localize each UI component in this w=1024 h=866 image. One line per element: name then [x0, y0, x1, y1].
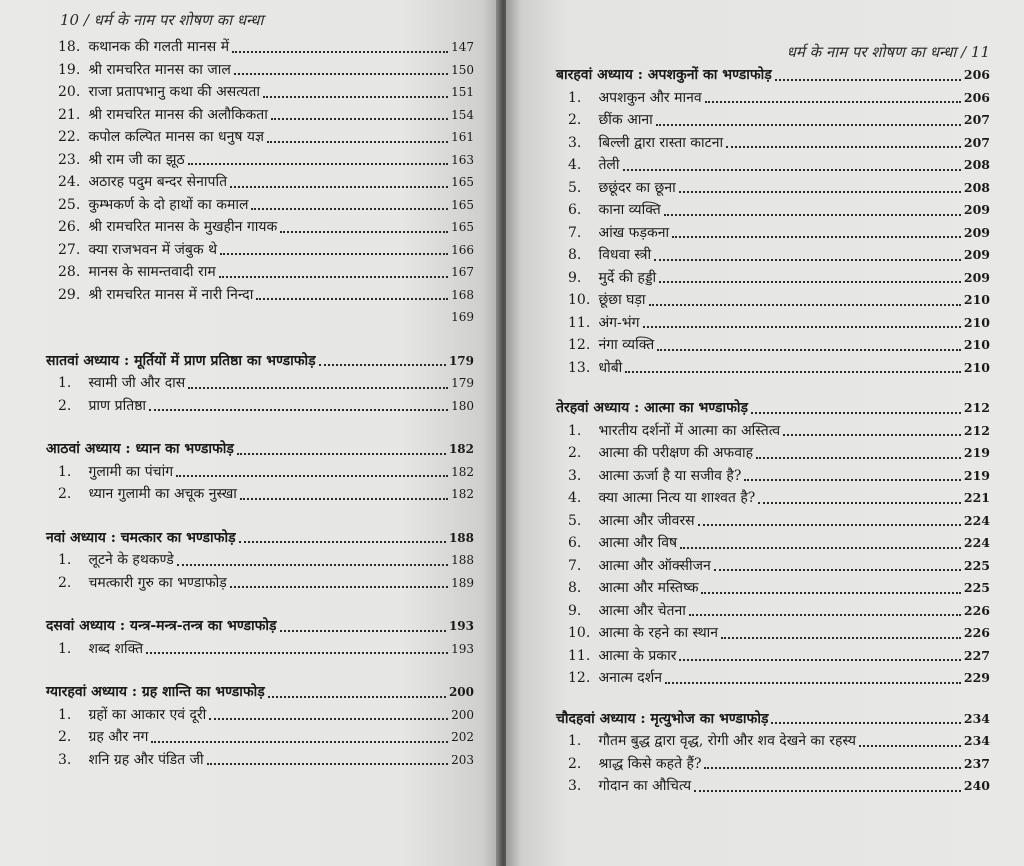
toc-item: 13. धोबी 210 — [568, 359, 990, 376]
toc-item: 2. ध्यान गुलामी का अचूक नुस्खा 182 — [58, 486, 474, 502]
toc-item: 1. शब्द शक्ति 193 — [58, 640, 474, 657]
toc-item: 3. बिल्ली द्वारा रास्ता काटना 207 — [568, 134, 990, 151]
toc-item: 10. आत्मा के रहने का स्थान 226 — [568, 625, 990, 641]
chapter-13 — [556, 397, 990, 690]
chapter-10 — [46, 615, 474, 660]
toc-item: 6. आत्मा और विष 224 — [568, 535, 990, 551]
right-page — [506, 0, 1024, 866]
toc-item: 19. श्री रामचरित मानस का जाल 150 — [58, 61, 474, 78]
left-page — [0, 0, 502, 866]
running-head-left: 10 / धर्म के नाम पर शोषण का धन्धा — [60, 11, 264, 29]
toc-item: 20. राजा प्रतापभानु कथा की असत्यता 151 — [58, 84, 474, 100]
toc-item: 10. छूंछा घड़ा 210 — [568, 292, 990, 308]
toc-item: 3. शनि ग्रह और पंडित जी 203 — [58, 751, 474, 768]
chapter-14 — [556, 708, 990, 798]
chapter-heading: आठवां अध्याय : ध्यान का भण्डाफोड़ 182 — [46, 441, 474, 457]
chapter-7 — [46, 350, 474, 418]
toc-item: 9. आत्मा और चेतना 226 — [568, 602, 990, 619]
toc-item: 24. अठारह पदुम बन्दर सेनापति 165 — [58, 174, 474, 190]
toc-item: 1. भारतीय दर्शनों में आत्मा का अस्तित्व 212 — [568, 422, 990, 439]
toc-item: 11. आत्मा के प्रकार 227 — [568, 647, 990, 664]
toc-trailing-page: 169 — [451, 310, 474, 324]
toc-item: 1. गौतम बुद्ध द्वारा वृद्ध, रोगी और शव देखने का रहस्य 234 — [568, 733, 990, 749]
toc-item: 22. कपोल कल्पित मानस का धनुष यज्ञ 161 — [58, 129, 474, 145]
chapter-heading: चौदहवां अध्याय : मृत्युभोज का भण्डाफोड़ 234 — [556, 710, 990, 727]
toc-item: 1. लूटने के हथकण्डे 188 — [58, 552, 474, 568]
chapter-heading: तेरहवां अध्याय : आत्मा का भण्डाफोड़ 212 — [556, 400, 990, 416]
toc-item: 7. आत्मा और ऑक्सीजन 225 — [568, 557, 990, 574]
toc-item: 9. मुर्दे की हड्डी 209 — [568, 269, 990, 286]
toc-item: 27. क्या राजभवन में जंबुक थे 166 — [58, 241, 474, 258]
toc-item: 4. क्या आत्मा नित्य या शाश्वत है? 221 — [568, 490, 990, 506]
toc-item: 25. कुम्भकर्ण के दो हाथों का कमाल 165 — [58, 196, 474, 213]
toc-item: 6. काना व्यक्ति 209 — [568, 202, 990, 218]
toc-item: 8. विधवा स्त्री 209 — [568, 247, 990, 263]
toc-item: 2. छींक आना 207 — [568, 112, 990, 128]
toc-item: 3. गोदान का औचित्य 240 — [568, 778, 990, 794]
toc-item: 29. श्री रामचरित मानस में नारी निन्दा 168 — [58, 286, 474, 303]
toc-item: 23. श्री राम जी का झूठ 163 — [58, 151, 474, 168]
toc-item: 3. आत्मा ऊर्जा है या सजीव है? 219 — [568, 467, 990, 484]
toc-item: 26. श्री रामचरित मानस के मुखहीन गायक 165 — [58, 219, 474, 235]
chapter-8 — [46, 438, 474, 506]
toc-item: 5. छछूंदर का छूना 208 — [568, 179, 990, 196]
chapter-11 — [46, 681, 474, 771]
chapter-heading: सातवां अध्याय : मूर्तियों में प्राण प्रतिष्ठा का भण्डाफोड़ 179 — [46, 352, 474, 369]
toc-item: 7. आंख फड़कना 209 — [568, 224, 990, 241]
toc-item: 2. प्राण प्रतिष्ठा 180 — [58, 397, 474, 414]
toc-item: 1. गुलामी का पंचांग 182 — [58, 463, 474, 480]
toc-item: 2. आत्मा की परीक्षण की अफवाह 219 — [568, 445, 990, 461]
chapter-9 — [46, 527, 474, 595]
toc-item: 4. तेली 208 — [568, 157, 990, 173]
toc-item: 1. अपशकुन और मानव 206 — [568, 89, 990, 106]
toc-item: 1. स्वामी जी और दास 179 — [58, 375, 474, 391]
toc-item: 5. आत्मा और जीवरस 224 — [568, 512, 990, 529]
chapter-heading: दसवां अध्याय : यन्त्र-मन्त्र-तन्त्र का भण्डाफोड़ 193 — [46, 618, 474, 634]
toc-item: 18. कथानक की गलती मानस में 147 — [58, 39, 474, 55]
toc-item: 12. नंगा व्यक्ति 210 — [568, 337, 990, 353]
toc-item: 2. ग्रह और नग 202 — [58, 729, 474, 745]
chapter-heading: ग्यारहवां अध्याय : ग्रह शान्ति का भण्डाफोड़ 200 — [46, 684, 474, 700]
toc-item: 2. चमत्कारी गुरु का भण्डाफोड़ 189 — [58, 574, 474, 591]
chapter-12 — [556, 64, 990, 379]
toc-item: 2. श्राद्ध किसे कहते हैं? 237 — [568, 755, 990, 772]
chapter-heading: बारहवां अध्याय : अपशकुनों का भण्डाफोड़ 206 — [556, 67, 990, 83]
toc-item: 11. अंग-भंग 210 — [568, 314, 990, 331]
toc-item: 21. श्री रामचरित मानस की अलौकिकता 154 — [58, 106, 474, 123]
toc-item: 28. मानस के सामन्तवादी राम 167 — [58, 264, 474, 280]
toc-item: 8. आत्मा और मस्तिष्क 225 — [568, 580, 990, 596]
toc-item: 12. अनात्म दर्शन 229 — [568, 670, 990, 686]
toc-item: 1. ग्रहों का आकार एवं दूरी 200 — [58, 706, 474, 723]
toc-list-continued — [46, 36, 474, 329]
running-head-right: धर्म के नाम पर शोषण का धन्धा / 11 — [786, 43, 990, 61]
chapter-heading: नवां अध्याय : चमत्कार का भण्डाफोड़ 188 — [46, 529, 474, 546]
